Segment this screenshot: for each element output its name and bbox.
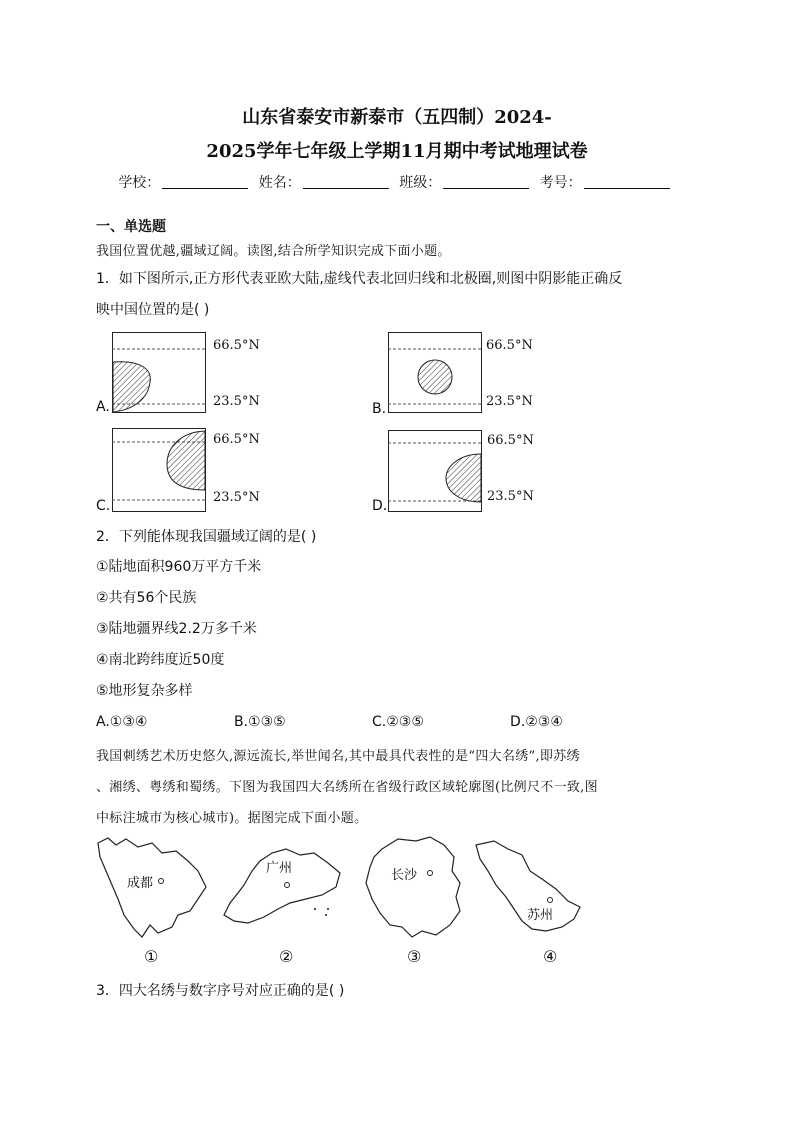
q1-option-b-figure[interactable] (372, 330, 552, 415)
q2-option-b[interactable]: B.①③⑤ (234, 714, 286, 730)
q1-a-arctic-label: 66.5°N (213, 338, 260, 353)
intro-text-2-line1: 我国刺绣艺术历史悠久,源远流长,举世闻名,其中最具代表性的是“四大名绣”,即苏绣 (96, 749, 580, 764)
q2-option-d[interactable]: D.②③④ (510, 714, 563, 730)
map-number-3: ③ (407, 947, 422, 966)
section-heading: 一、单选题 (96, 219, 166, 235)
q2-item-4: ④南北跨纬度近50度 (96, 652, 225, 668)
name-blank[interactable] (303, 174, 389, 189)
question-3-stem: 3．四大名绣与数字序号对应正确的是( ) (96, 983, 345, 999)
exam-title-line2: 2025学年七年级上学期11月期中考试地理试卷 (206, 141, 588, 162)
q1-b-tropic-label: 23.5°N (486, 394, 533, 409)
city-label-suzhou: 苏州 (527, 908, 554, 923)
q1-option-b-diagram (388, 332, 482, 414)
exam-no-label: 考号： (539, 175, 582, 191)
map-number-4: ④ (543, 947, 558, 966)
q1-option-d-figure[interactable] (372, 425, 552, 515)
q2-option-a[interactable]: A.①③④ (96, 714, 148, 730)
q1-option-a-figure[interactable] (96, 330, 276, 415)
class-label: 班级： (399, 175, 442, 191)
q2-item-3: ③陆地疆界线2.2万多千米 (96, 621, 257, 637)
exam-title-line1: 山东省泰安市新泰市（五四制）2024- (242, 107, 552, 128)
intro-text-2-line2: 、湘绣、粤绣和蜀绣。下图为我国四大名绣所在省级行政区域轮廓图(比例尺不一致,图 (96, 780, 598, 795)
school-blank[interactable] (162, 174, 248, 189)
q1-option-c-figure[interactable] (96, 425, 276, 515)
q1-b-arctic-label: 66.5°N (486, 338, 533, 353)
city-label-guangzhou: 广州 (266, 861, 293, 876)
q2-item-2: ②共有56个民族 (96, 590, 197, 606)
q1-option-c-diagram (112, 428, 206, 512)
question-1-line2: 映中国位置的是( ) (96, 302, 210, 318)
school-label: 学校： (118, 175, 161, 191)
q2-item-5: ⑤地形复杂多样 (96, 683, 193, 699)
q2-item-1: ①陆地面积960万平方千米 (96, 559, 262, 575)
map-number-1: ① (144, 947, 159, 966)
map-number-2: ② (279, 947, 294, 966)
q1-option-a-diagram (112, 332, 206, 414)
province-map-hunan (362, 835, 467, 940)
q1-d-tropic-label: 23.5°N (487, 489, 534, 504)
class-blank[interactable] (443, 174, 529, 189)
q2-option-c[interactable]: C.②③⑤ (372, 714, 424, 730)
intro-text-2-line3: 中标注城市为核心城市)。据图完成下面小题。 (96, 811, 368, 826)
city-label-chengdu: 成都 (127, 876, 154, 891)
name-label: 姓名： (258, 175, 301, 191)
q1-option-d-label: D. (372, 498, 388, 514)
q1-c-tropic-label: 23.5°N (213, 490, 260, 505)
question-1-line1: 1．如下图所示,正方形代表亚欧大陆,虚线代表北回归线和北极圈,则图中阴影能正确反 (96, 271, 623, 287)
q1-option-d-diagram (388, 430, 482, 512)
q1-d-arctic-label: 66.5°N (487, 433, 534, 448)
q1-option-c-label: C. (96, 498, 111, 514)
exam-no-blank[interactable] (584, 174, 670, 189)
student-info-line (0, 172, 794, 192)
q1-c-arctic-label: 66.5°N (213, 432, 260, 447)
q1-option-a-label: A. (96, 399, 110, 415)
intro-text-1: 我国位置优越,疆域辽阔。读图,结合所学知识完成下面小题。 (96, 244, 451, 259)
q1-a-tropic-label: 23.5°N (213, 394, 260, 409)
question-2-stem: 2．下列能体现我国疆域辽阔的是( ) (96, 529, 317, 545)
city-label-changsha: 长沙 (391, 868, 418, 883)
q1-option-b-label: B. (372, 401, 387, 417)
